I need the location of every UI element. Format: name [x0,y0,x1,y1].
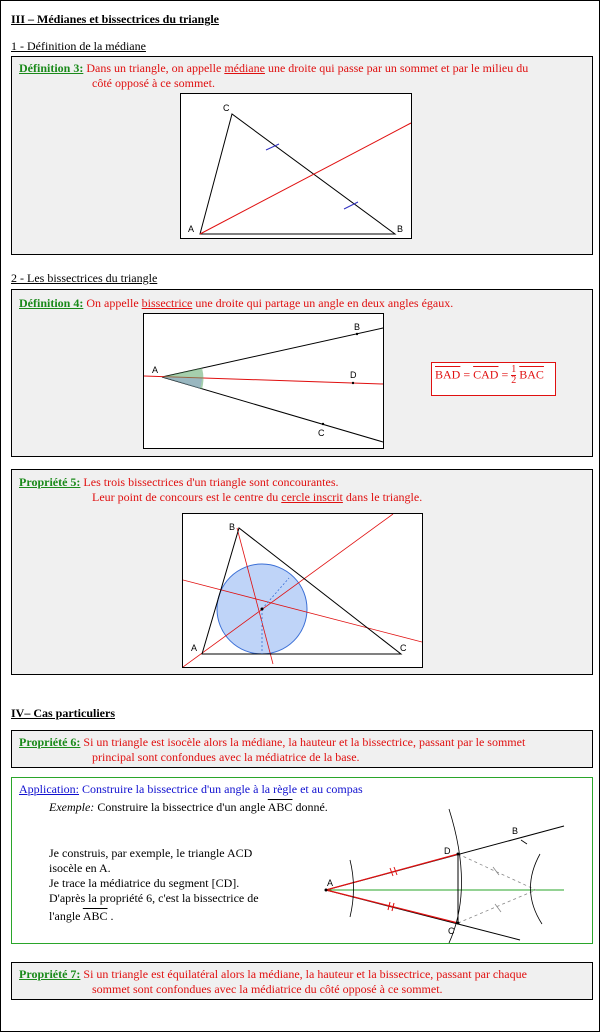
tick-dashed-2 [495,904,501,912]
median-figure [180,93,412,239]
property-6-line-2: principal sont confondues avec la médiatrice de la base. [92,750,360,764]
point-b-label: B [512,826,519,836]
property-5-text-1: Les trois bissectrices d'un triangle sont concourantes. [83,475,339,489]
point-d [352,382,354,384]
point-a-label: A [152,365,159,375]
property-7-label: Propriété 7: [19,967,81,981]
incircle-diagram [183,514,422,667]
property-6-text-1: Si un triangle est isocèle alors la médiane, la hauteur et la bissectrice, passant par le sommet [83,735,526,749]
point-a-label: A [327,878,334,888]
application-last-b: . [107,909,114,923]
compass-arc-3 [530,854,542,924]
example-end: donné. [292,800,328,814]
tick-dashed-1 [493,867,499,875]
section-4-title: IV– Cas particuliers [11,706,115,720]
formula-fraction [511,365,516,386]
property-5-term: cercle inscrit [281,490,343,504]
example-angle: $\overline{ABC}$ [267,800,293,814]
point-a [325,889,328,892]
application-line-3: Je trace la médiatrice du segment [CD]. [49,876,240,890]
property-5-line-1 [19,475,339,490]
bisector-figure [143,313,384,449]
definition-4-label: Définition 4: [19,296,84,310]
point-c-label: C [448,926,455,936]
formula-mid: $\overline{CAD}$ [473,367,499,382]
application-line-5 [49,909,114,924]
point-d-label: D [444,846,451,856]
application-box [11,777,593,944]
section-3-title: III – Médianes et bissectrices du triangle [11,12,219,26]
definition-3-text-a: Dans un triangle, on appelle [86,61,225,75]
property-7-line-1 [19,967,527,982]
point-b-mark [521,840,527,844]
subsection-1-title: 1 - Définition de la médiane [11,39,146,53]
definition-4-box [11,289,593,457]
incircle-figure [182,513,423,668]
property-6-label: Propriété 6: [19,735,81,749]
application-label: Application: [19,782,79,796]
definition-4-line [19,296,453,311]
point-c [457,922,460,925]
bisector-diagram [144,314,383,448]
point-d-label: D [350,370,357,380]
median-line [200,123,411,234]
definition-3-line-2: côté opposé à ce sommet. [92,76,215,90]
property-5-text-2a: Leur point de concours est le centre du [92,490,282,504]
median-diagram [181,94,411,238]
point-b-label: B [354,322,361,332]
point-b-label: B [397,224,404,234]
formula-lhs: $\overline{BAD}$ [435,367,461,382]
property-5-line-2 [92,490,422,505]
application-line-4: D'après la propriété 6, c'est la bissectrice de [49,891,259,905]
application-last-a: l'angle [49,909,83,923]
application-line-2: isocèle en A. [49,861,111,875]
point-a-label: A [191,643,198,653]
definition-4-term: bissectrice [141,296,193,310]
compass-arc-1 [350,860,354,917]
definition-3-label: Définition 3: [19,61,84,75]
application-last-angle: $\overline{ABC}$ [82,909,108,923]
definition-3-line-1 [19,61,528,76]
property-7-box [11,962,593,1000]
incenter [261,608,264,611]
formula-eq-1: = [463,367,471,382]
definition-4-text-a: On appelle [86,296,142,310]
fraction-denominator: 2 [511,375,517,386]
property-5-label: Propriété 5: [19,475,81,489]
subsection-2-title: 2 - Les bissectrices du triangle [11,271,158,285]
angle-formula [431,362,556,396]
application-title: Construire la bissectrice d'un angle à la règle et au compas [79,782,363,796]
construction-diagram [302,806,582,943]
formula-rhs: $\overline{BAC}$ [519,367,544,382]
point-c [322,423,324,425]
triangle-abc [200,114,395,234]
example-label: Exemple: [49,800,95,814]
point-a-label: A [188,224,195,234]
property-5-box [11,469,593,675]
angle-cad [162,377,202,389]
application-line-1: Je construis, par exemple, le triangle ACD [49,846,253,860]
fraction-numerator: 1 [511,364,517,375]
definition-4-text-b: une droite qui partage un angle en deux angles égaux. [192,296,454,310]
point-d [457,853,460,856]
property-5-text-2b: dans le triangle. [342,490,423,504]
property-6-line-1 [19,735,525,750]
point-c-label: C [400,643,407,653]
property-6-box [11,730,593,768]
property-7-line-2: sommet sont confondues avec la médiatrice du côté opposé à ce sommet. [92,982,443,996]
example-text: Construire la bissectrice d'un angle [94,800,268,814]
point-b-label: B [229,522,236,532]
definition-3-text-b: une droite qui passe par un sommet et par le milieu du [264,61,529,75]
definition-3-term: médiane [224,61,265,75]
example-line [49,800,328,815]
segment-ac [326,890,458,923]
definition-3-box [11,56,593,255]
point-c-label: C [318,428,325,438]
point-c-label: C [223,103,230,113]
point-b [356,333,358,335]
application-title-line [19,782,363,797]
property-7-text-1: Si un triangle est équilatéral alors la médiane, la hauteur et la bissectrice, passant par chaque [83,967,527,981]
formula-eq-2: = [501,367,509,382]
